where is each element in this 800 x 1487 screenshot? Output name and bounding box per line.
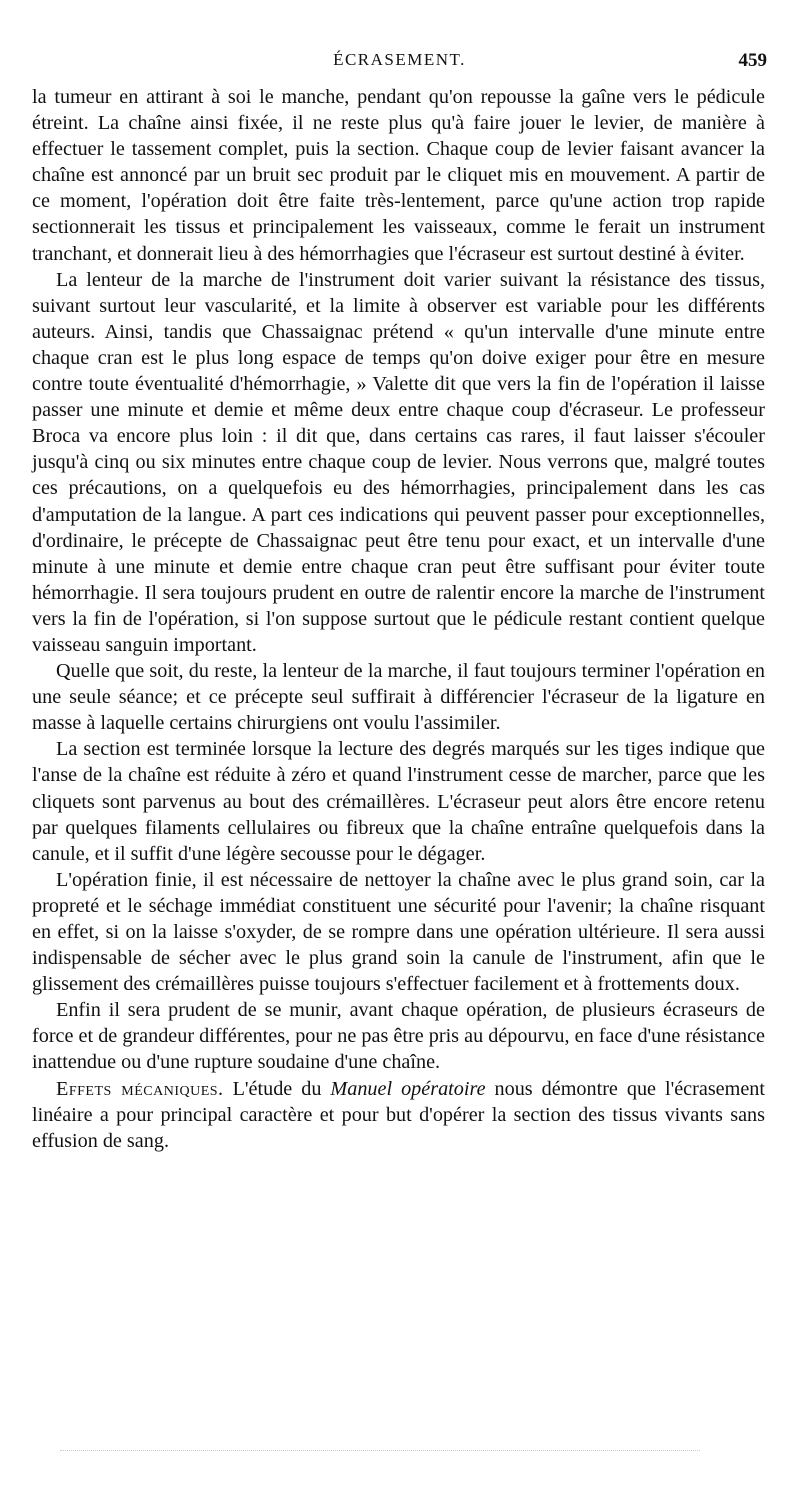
italic-term: Manuel opératoire (330, 1077, 486, 1100)
paragraph-text: L'étude du (223, 1077, 331, 1100)
paragraph: la tumeur en attirant à soi le manche, pendant qu'on repousse la gaîne vers le pédicule étreint. La chaîne ainsi fixée, il ne reste plus qu'à faire jouer le levier, de manière à effectuer le tassement complet, puis la section. Chaque coup de levier faisant avancer la chaîne est annoncé par un bruit sec produit par le cliquet mis en mouvement. A partir de ce moment, l'opération doit être faite très-lentement, parce qu'une action trop rapide sectionnerait les tissus et principalement les vaisseaux, comme le ferait un instrument tranchant, et donnerait lieu à des hémorrhagies que l'écraseur est surtout destiné à éviter. (32, 86, 765, 265)
page-body (32, 84, 765, 1154)
paragraph-effets-mecaniques (32, 1076, 765, 1154)
page-number: 459 (738, 50, 767, 71)
paragraph: Quelle que soit, du reste, la lenteur de la marche, il faut toujours terminer l'opération en une seule séance; et ce précepte seul suffirait à différencier l'écraseur de la ligature en masse à laquelle certains chirurgiens ont voulu l'assimiler. (32, 660, 765, 735)
section-heading: Effets mécaniques. (56, 1077, 224, 1100)
paragraph-text: nous démontre que l'écrasement linéaire a pour principal caractère et pour but d'opérer la section des tissus vivants sans effusion de sang. (32, 1077, 766, 1152)
paragraph: Enfin il sera prudent de se munir, avant chaque opération, de plusieurs écraseurs de force et de grandeur différentes, pour ne pas être pris au dépourvu, en face d'une résistance inattendue ou d'une rupture soudaine d'une chaîne. (32, 999, 765, 1074)
scan-artifact-line (60, 1450, 700, 1453)
page-header (32, 50, 767, 74)
paragraph: La lenteur de la marche de l'instrument doit varier suivant la résistance des tissus, suivant surtout leur vascularité, et la limite à observer est variable pour les différents auteurs. Ainsi, tandis que Chassaignac prétend « qu'un intervalle d'une minute entre chaque cran est le plus long espace de temps qu'on doive exiger pour être en mesure contre toute éventualité d'hémorrhagie, » Valette dit que vers la fin de l'opération il laisse passer une minute et demie et même deux entre chaque coup d'écraseur. Le professeur Broca va encore plus loin : il dit que, dans certains cas rares, il faut laisser s'écouler jusqu'à cinq ou six minutes entre chaque coup de levier. Nous verrons que, malgré toutes ces précautions, on a quelquefois eu des hémorrhagies, principalement dans les cas d'amputation de la langue. A part ces indications qui peuvent passer pour exceptionnelles, d'ordinaire, le précepte de Chassaignac peut être tenu pour exact, et un intervalle d'une minute à une minute et demie entre chaque cran peut être suffisant pour éviter toute hémorrhagie. Il sera toujours prudent en outre de ralentir encore la marche de l'instrument vers la fin de l'opération, si l'on suppose surtout que le pédicule restant contient quelque vaisseau sanguin important. (32, 268, 765, 656)
paragraph: La section est terminée lorsque la lecture des degrés marqués sur les tiges indique que l'anse de la chaîne est réduite à zéro et quand l'instrument cesse de marcher, parce que les cliquets sont parvenus au bout des crémaillères. L'écraseur peut alors être encore retenu par quelques filaments cellulaires ou fibreux que la chaîne entraîne quelquefois dans la canule, et il suffit d'une légère secousse pour le dégager. (32, 738, 765, 865)
paragraph: L'opération finie, il est nécessaire de nettoyer la chaîne avec le plus grand soin, car la propreté et le séchage immédiat constituent une sécurité pour l'avenir; la chaîne risquant en effet, si on la laisse s'oxyder, de se rompre dans une opération ultérieure. Il sera aussi indispensable de sécher avec le plus grand soin la canule de l'instrument, afin que le glissement des crémaillères puisse toujours s'effectuer facilement et à frottements doux. (32, 868, 765, 996)
running-title: ÉCRASEMENT. (333, 50, 466, 69)
